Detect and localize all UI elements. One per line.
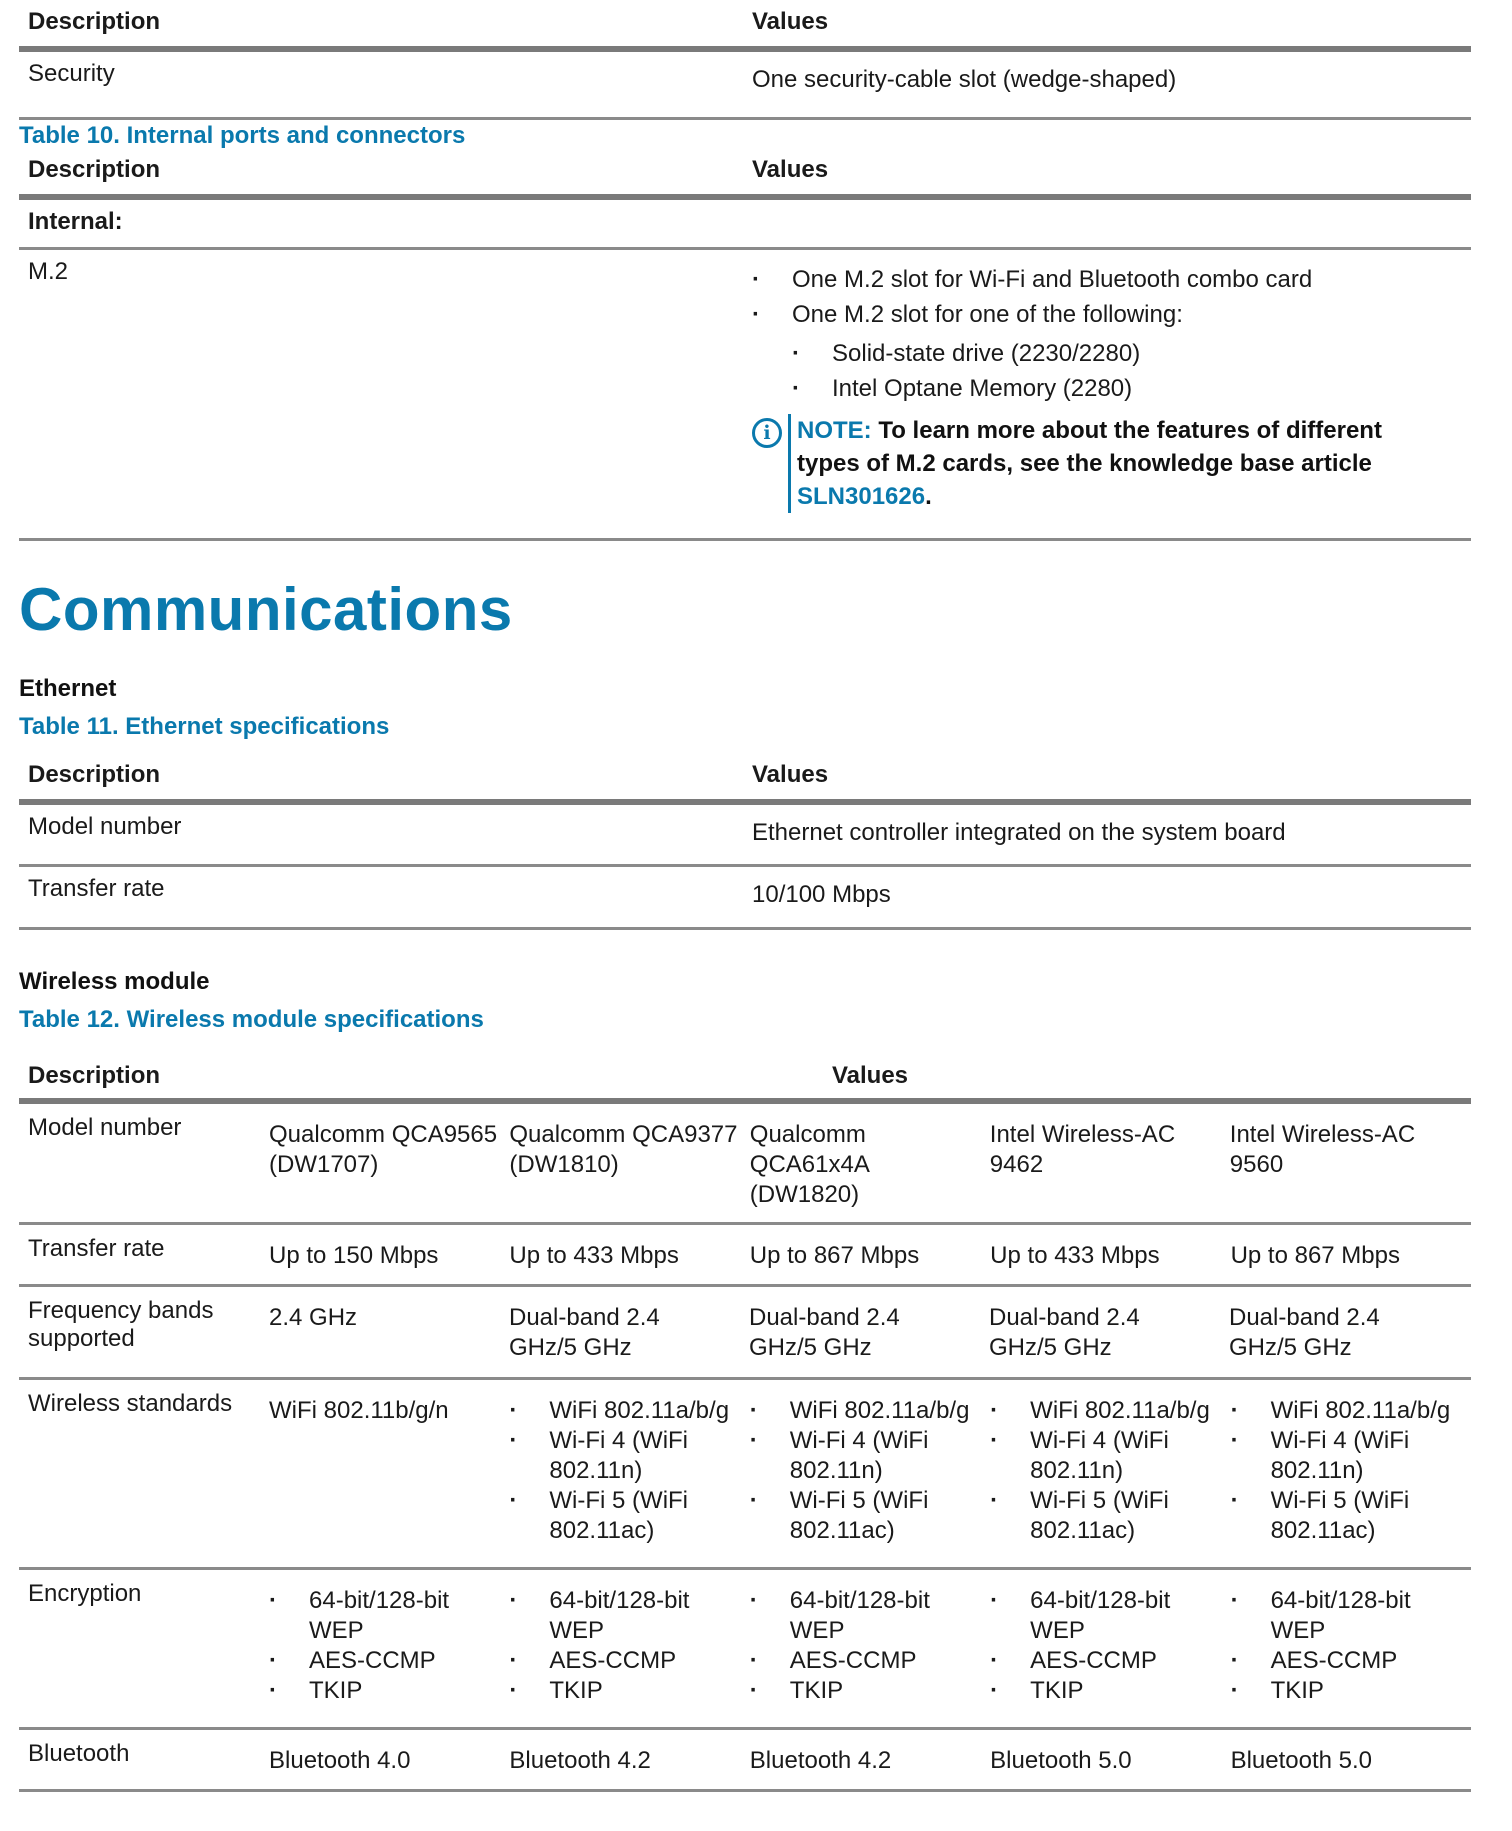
table-row	[19, 1730, 1471, 1792]
list-item: · Solid-state drive (2230/2280)	[792, 336, 1471, 371]
row-value: Ethernet controller integrated on the system board	[752, 819, 1286, 846]
table-row	[19, 1380, 1471, 1570]
row-label: Transfer rate	[28, 875, 165, 902]
cell-value: Intel Wireless-AC 9560	[1229, 1121, 1416, 1178]
list-item: · TKIP	[750, 1676, 986, 1706]
cell-value: Dual-band 2.4 GHz/5 GHz	[509, 1304, 660, 1361]
list-item: · AES-CCMP	[990, 1646, 1226, 1676]
table-caption: Table 11. Ethernet specifications	[19, 713, 390, 740]
list-item: · 64-bit/128-bit WEP	[750, 1586, 986, 1646]
row-label: Bluetooth	[28, 1740, 130, 1767]
list-item: · TKIP	[990, 1676, 1226, 1706]
table-header	[19, 749, 1471, 805]
cell-value: Qualcomm QCA9565 (DW1707)	[269, 1121, 498, 1178]
cell-value: Bluetooth 5.0	[1230, 1747, 1373, 1774]
col-description-header: Description	[28, 8, 161, 35]
standards-list	[509, 1396, 745, 1546]
table-row	[19, 1287, 1471, 1380]
row-value: 10/100 Mbps	[752, 881, 891, 908]
row-label: Model number	[28, 813, 182, 840]
row-value: One security-cable slot (wedge-shaped)	[752, 66, 1177, 93]
list-item: · AES-CCMP	[1231, 1646, 1467, 1676]
list-item: · Intel Optane Memory (2280)	[792, 371, 1471, 406]
row-label: Model number	[28, 1114, 182, 1141]
cell-value: Qualcomm QCA61x4A (DW1820)	[749, 1121, 869, 1208]
cell-value: Dual-band 2.4 GHz/5 GHz	[989, 1304, 1140, 1361]
encryption-list	[750, 1586, 986, 1706]
list-item: · One M.2 slot for one of the following:	[752, 297, 1471, 332]
cell-value: Intel Wireless-AC 9462	[989, 1121, 1176, 1178]
encryption-list	[990, 1586, 1226, 1706]
cell-value	[509, 1380, 749, 1567]
list-item: · TKIP	[1231, 1676, 1467, 1706]
table-row	[19, 1104, 1471, 1225]
list-item: · 64-bit/128-bit WEP	[990, 1586, 1226, 1646]
cell-value: Up to 867 Mbps	[749, 1242, 920, 1269]
standards-list	[750, 1396, 986, 1546]
row-value	[752, 250, 1471, 538]
note-box	[752, 414, 1471, 513]
cell-value	[509, 1570, 749, 1727]
col-values-header: Values	[752, 8, 829, 35]
list-item: · Wi-Fi 5 (WiFi 802.11ac)	[509, 1486, 745, 1546]
col-description-header: Description	[28, 156, 161, 183]
list-item: · Wi-Fi 4 (WiFi 802.11n)	[509, 1426, 745, 1486]
list-item: · Wi-Fi 4 (WiFi 802.11n)	[990, 1426, 1226, 1486]
col-values-header: Values	[831, 1062, 909, 1089]
table-caption: Table 12. Wireless module specifications	[19, 1006, 484, 1033]
cell-value: 2.4 GHz	[269, 1304, 358, 1331]
row-label: M.2	[28, 258, 69, 285]
row-label: Security	[28, 60, 115, 87]
cell-value: Up to 433 Mbps	[990, 1242, 1160, 1269]
cell-value	[1231, 1380, 1471, 1567]
cell-value: Up to 433 Mbps	[509, 1242, 679, 1269]
list-item: · WiFi 802.11a/b/g	[1231, 1396, 1467, 1426]
subsection-heading: Wireless module	[19, 968, 210, 995]
cell-value: Dual-band 2.4 GHz/5 GHz	[749, 1304, 900, 1361]
document-page	[19, 0, 1471, 1792]
table-row	[19, 805, 1471, 867]
m2-sub-list	[792, 336, 1471, 406]
list-item: · 64-bit/128-bit WEP	[269, 1586, 505, 1646]
standards-list	[990, 1396, 1226, 1546]
list-item: · Wi-Fi 5 (WiFi 802.11ac)	[750, 1486, 986, 1546]
note-label: NOTE:	[797, 417, 872, 444]
note-text: NOTE: To learn more about the features of different types of M.2 cards, see the knowledge base article SLN301626.	[788, 414, 1408, 513]
list-item: · One M.2 slot for Wi-Fi and Bluetooth combo card	[752, 262, 1471, 297]
list-item: · AES-CCMP	[509, 1646, 745, 1676]
cell-value	[990, 1570, 1230, 1727]
table-row	[19, 867, 1471, 930]
cell-value	[990, 1380, 1230, 1567]
standards-list	[1231, 1396, 1467, 1546]
table-row	[19, 1225, 1471, 1287]
list-item: · 64-bit/128-bit WEP	[509, 1586, 745, 1646]
cell-value: WiFi 802.11b/g/n	[269, 1397, 449, 1424]
list-item: · AES-CCMP	[269, 1646, 505, 1676]
table-header	[19, 1042, 1471, 1104]
row-label: Transfer rate	[28, 1235, 165, 1262]
row-label: Wireless standards	[28, 1390, 233, 1417]
row-label: Encryption	[28, 1580, 142, 1607]
table-row	[19, 250, 1471, 541]
info-icon: i	[752, 418, 782, 448]
table-header	[19, 154, 1471, 200]
list-item: · WiFi 802.11a/b/g	[509, 1396, 745, 1426]
cell-value: Bluetooth 5.0	[990, 1747, 1132, 1774]
group-label: Internal:	[28, 208, 123, 235]
list-item: · WiFi 802.11a/b/g	[750, 1396, 986, 1426]
row-label: Frequency bands supported	[28, 1297, 214, 1352]
cell-value: Bluetooth 4.2	[509, 1747, 651, 1774]
encryption-list	[269, 1586, 505, 1706]
encryption-list	[1231, 1586, 1467, 1706]
section-title: Communications	[19, 576, 513, 643]
cell-value	[1231, 1570, 1471, 1727]
cell-value: Qualcomm QCA9377 (DW1810)	[509, 1121, 738, 1178]
cell-value: Bluetooth 4.0	[269, 1747, 411, 1774]
cell-value	[750, 1570, 990, 1727]
subsection-heading: Ethernet	[19, 675, 117, 702]
list-item: · Wi-Fi 5 (WiFi 802.11ac)	[1231, 1486, 1467, 1546]
list-item: · 64-bit/128-bit WEP	[1231, 1586, 1467, 1646]
table-row	[19, 52, 1471, 120]
list-item: · WiFi 802.11a/b/g	[990, 1396, 1226, 1426]
m2-list	[752, 262, 1471, 332]
col-values-header: Values	[752, 761, 829, 788]
table-row	[19, 1570, 1471, 1730]
table-caption: Table 10. Internal ports and connectors	[19, 122, 466, 149]
list-item: · Wi-Fi 4 (WiFi 802.11n)	[1231, 1426, 1467, 1486]
cell-value: Up to 867 Mbps	[1230, 1242, 1400, 1269]
col-description-header: Description	[28, 1062, 161, 1089]
cell-value: Up to 150 Mbps	[269, 1242, 439, 1269]
col-description-header: Description	[28, 761, 161, 788]
cell-value: Bluetooth 4.2	[749, 1747, 892, 1774]
kb-article-link[interactable]: SLN301626	[797, 483, 926, 510]
cell-value	[750, 1380, 990, 1567]
encryption-list	[509, 1586, 745, 1706]
list-item: · TKIP	[509, 1676, 745, 1706]
cell-value: Dual-band 2.4 GHz/5 GHz	[1229, 1304, 1380, 1361]
list-item: · AES-CCMP	[750, 1646, 986, 1676]
col-values-header: Values	[752, 156, 829, 183]
list-item: · TKIP	[269, 1676, 505, 1706]
table-group-row	[19, 200, 1471, 250]
list-item: · Wi-Fi 5 (WiFi 802.11ac)	[990, 1486, 1226, 1546]
table-header	[19, 0, 1471, 52]
cell-value	[269, 1570, 509, 1727]
list-item: · Wi-Fi 4 (WiFi 802.11n)	[750, 1426, 986, 1486]
